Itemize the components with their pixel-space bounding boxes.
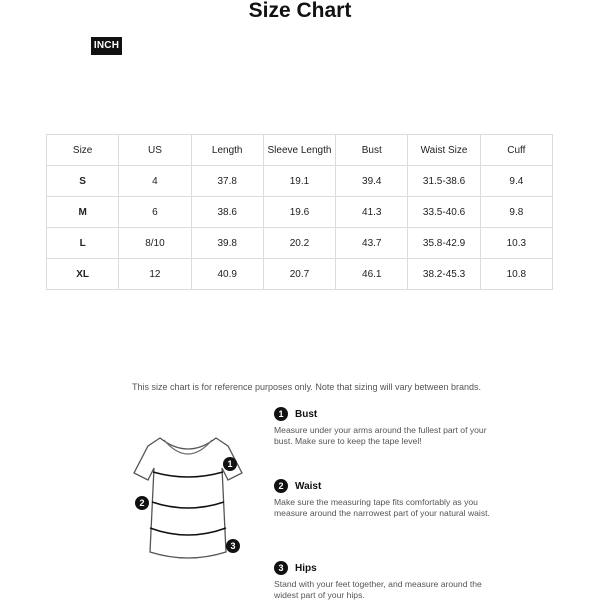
svg-text:1: 1 — [227, 459, 233, 469]
reference-note-text: This size chart is for reference purposes only. Note that sizing will vary between brands. — [132, 382, 481, 392]
cell-waist-size: 35.8-42.9 — [408, 228, 480, 259]
guide-item-hips — [274, 560, 504, 601]
svg-text:3: 3 — [230, 541, 236, 551]
cell-sleeve-length: 20.7 — [263, 259, 335, 290]
svg-text:2: 2 — [139, 498, 145, 508]
unit-badge: INCH — [91, 37, 122, 55]
cell-cuff: 10.8 — [480, 259, 552, 290]
header-us: US — [119, 135, 191, 166]
guide-description: Make sure the measuring tape fits comfortably as you measure around the narrowest part of your natural waist. — [274, 497, 490, 518]
cell-cuff: 10.3 — [480, 228, 552, 259]
cell-us: 12 — [119, 259, 191, 290]
header-sleeve-length: Sleeve Length — [263, 135, 335, 166]
number-badge: 2 — [274, 479, 288, 493]
cell-bust: 41.3 — [336, 197, 408, 228]
cell-cuff: 9.8 — [480, 197, 552, 228]
size-table — [46, 134, 553, 290]
table-row — [47, 228, 553, 259]
cell-size: L — [47, 228, 119, 259]
cell-length: 39.8 — [191, 228, 263, 259]
cell-length: 38.6 — [191, 197, 263, 228]
guide-title: Waist — [295, 480, 322, 492]
table-row — [47, 166, 553, 197]
cell-sleeve-length: 20.2 — [263, 228, 335, 259]
header-waist-size: Waist Size — [408, 135, 480, 166]
guide-title: Bust — [295, 408, 318, 420]
guide-description: Measure under your arms around the fullest part of your bust. Make sure to keep the tape level! — [274, 425, 487, 446]
guide-description: Stand with your feet together, and measure around the widest part of your hips. — [274, 579, 482, 600]
table-row — [47, 259, 553, 290]
cell-length: 37.8 — [191, 166, 263, 197]
guide-item-bust — [274, 406, 504, 447]
cell-us: 6 — [119, 197, 191, 228]
cell-waist-size: 33.5-40.6 — [408, 197, 480, 228]
cell-size: M — [47, 197, 119, 228]
guide-title: Hips — [295, 562, 317, 574]
number-badge: 3 — [274, 561, 288, 575]
cell-waist-size: 31.5-38.6 — [408, 166, 480, 197]
cell-bust: 43.7 — [336, 228, 408, 259]
header-length: Length — [191, 135, 263, 166]
cell-waist-size: 38.2-45.3 — [408, 259, 480, 290]
table-row — [47, 197, 553, 228]
guide-item-waist — [274, 478, 504, 519]
tshirt-measurement-icon — [126, 428, 250, 575]
cell-length: 40.9 — [191, 259, 263, 290]
number-badge: 1 — [274, 407, 288, 421]
cell-bust: 46.1 — [336, 259, 408, 290]
cell-us: 8/10 — [119, 228, 191, 259]
cell-sleeve-length: 19.6 — [263, 197, 335, 228]
reference-note — [132, 380, 512, 392]
cell-us: 4 — [119, 166, 191, 197]
header-size: Size — [47, 135, 119, 166]
cell-bust: 39.4 — [336, 166, 408, 197]
cell-cuff: 9.4 — [480, 166, 552, 197]
cell-sleeve-length: 19.1 — [263, 166, 335, 197]
header-cuff: Cuff — [480, 135, 552, 166]
cell-size: S — [47, 166, 119, 197]
page-title: Size Chart — [248, 0, 352, 22]
cell-size: XL — [47, 259, 119, 290]
table-header-row — [47, 135, 553, 166]
header-bust: Bust — [336, 135, 408, 166]
